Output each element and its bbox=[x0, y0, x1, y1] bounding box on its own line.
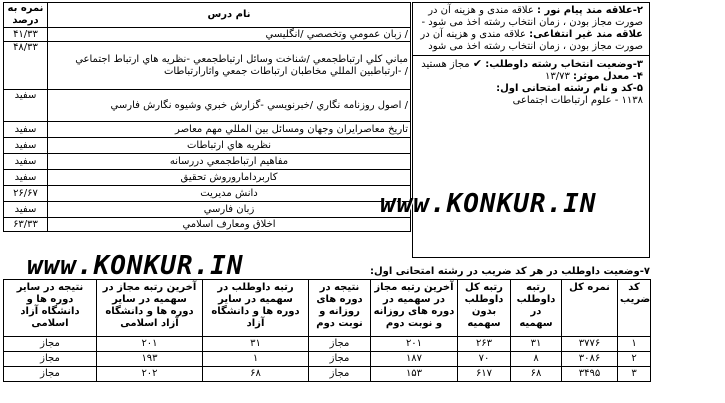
result-other-cell: مجاز bbox=[4, 352, 97, 367]
result-daily-cell: مجاز bbox=[309, 352, 371, 367]
watermark-konkur: www.KONKUR.IN bbox=[27, 251, 244, 281]
quota-rank-cell: ۸ bbox=[511, 352, 562, 367]
overall-rank-header: رتبه كل داوطلب بدون سهمیه bbox=[458, 280, 511, 337]
course-cell: نظريه هاي ارتباطات bbox=[48, 138, 411, 154]
rank-other-cell: ۳۱ bbox=[203, 337, 309, 352]
score-cell: سفيد bbox=[4, 122, 48, 138]
table-row bbox=[4, 28, 411, 42]
last-rank-other-cell: ۱۹۳ bbox=[97, 352, 203, 367]
table-row bbox=[4, 186, 411, 202]
course-cell: اصول روزنامه نگاري /خبرنويسي -گزارش خبري وشيوه نگارش فارسي / bbox=[48, 90, 411, 122]
table-row bbox=[4, 218, 411, 232]
table-row bbox=[4, 352, 651, 367]
section-title: ۷-وضعیت داوطلب در هر كد ضریب در رشته امتحانی اول: bbox=[370, 266, 650, 277]
result-other-cell: مجاز bbox=[4, 337, 97, 352]
table-row bbox=[4, 154, 411, 170]
coefficient-code-header: كد ضریب bbox=[618, 280, 651, 337]
table-row bbox=[4, 90, 411, 122]
courses-table bbox=[3, 2, 411, 232]
info-box bbox=[412, 2, 650, 258]
interest-payamnoor-label: ۲-علاقه مند پیام نور : bbox=[537, 5, 643, 16]
overall-rank-cell: ۷۰ bbox=[458, 352, 511, 367]
table-row bbox=[4, 122, 411, 138]
course-cell: تاريخ معاصرايران وجهان ومسائل بين المللي مهم معاصر bbox=[48, 122, 411, 138]
score-cell: ۴۱/۳۳ bbox=[4, 28, 48, 42]
overall-rank-cell: ۶۱۷ bbox=[458, 367, 511, 382]
score-cell: ۶۳/۳۳ bbox=[4, 218, 48, 232]
table-row bbox=[4, 367, 651, 382]
course-cell: دانش مديريت bbox=[48, 186, 411, 202]
last-rank-other-header: آخرین رتبه مجاز در سهمیه در سایر دوره ها و دانشگاه آزاد اسلامی bbox=[97, 280, 203, 337]
quota-rank-header: رتبه داوطلب در سهمیه bbox=[511, 280, 562, 337]
exam-field-value: ۱۱۳۸ - علوم ارتباطات اجتماعی bbox=[512, 95, 643, 106]
total-score-cell: ۳۷۷۶ bbox=[562, 337, 618, 352]
quota-rank-cell: ۳۱ bbox=[511, 337, 562, 352]
rank-other-cell: ۶۸ bbox=[203, 367, 309, 382]
score-cell: سفيد bbox=[4, 154, 48, 170]
exam-field-label: ۵-كد و نام رشته امتحانی اول: bbox=[496, 83, 643, 94]
score-cell: سفيد bbox=[4, 170, 48, 186]
interest-nonprofit-text: علاقه مندی و هزینه آن در صورت مجاز بودن ، زمان انتخاب رشته اخذ می شود bbox=[420, 29, 643, 52]
table-row bbox=[4, 138, 411, 154]
divider bbox=[413, 55, 649, 56]
courses-header-row bbox=[4, 3, 411, 28]
quota-rank-cell: ۶۸ bbox=[511, 367, 562, 382]
course-cell: مباني كلي ارتباطجمعي /شناخت وسائل ارتباطجمعي -نظريه هاي ارتباط اجتماعي -ارتباطبين المللي مخاطبان ارتباطات جمعي واثارارتباطات / bbox=[48, 42, 411, 90]
watermark-konkur: www.KONKUR.IN bbox=[380, 189, 597, 219]
course-header: نام درس bbox=[48, 3, 411, 28]
coefficient-code-cell: ۱ bbox=[618, 337, 651, 352]
course-cell: زبان عمومي وتخصصي /انگليسي / bbox=[48, 28, 411, 42]
gpa-label: ۴- معدل موثر: bbox=[573, 71, 643, 82]
score-cell: سفيد bbox=[4, 202, 48, 218]
last-rank-daily-cell: ۱۸۷ bbox=[371, 352, 458, 367]
table-row bbox=[4, 42, 411, 90]
score-cell: سفيد bbox=[4, 138, 48, 154]
selection-status-label: ۳-وضعیت انتخاب رشته داوطلب: bbox=[485, 59, 643, 70]
check-icon: ✔ bbox=[472, 57, 483, 70]
result-daily-header: نتیجه در دوره های روزانه و نوبت دوم bbox=[309, 280, 371, 337]
last-rank-daily-header: آخرین رتبه مجاز در سهمیه در دوره های روزانه و نوبت دوم bbox=[371, 280, 458, 337]
table-row bbox=[4, 202, 411, 218]
table-row bbox=[4, 170, 411, 186]
last-rank-daily-cell: ۲۰۱ bbox=[371, 337, 458, 352]
score-cell: سفيد bbox=[4, 90, 48, 122]
course-cell: مفاهيم ارتباطجمعي دررسانه bbox=[48, 154, 411, 170]
total-score-header: نمره كل bbox=[562, 280, 618, 337]
coefficient-code-cell: ۲ bbox=[618, 352, 651, 367]
score-cell: ۴۸/۳۳ bbox=[4, 42, 48, 90]
total-score-cell: ۳۰۸۶ bbox=[562, 352, 618, 367]
total-score-cell: ۳۴۹۵ bbox=[562, 367, 618, 382]
table-row bbox=[4, 337, 651, 352]
score-cell: ۲۶/۶۷ bbox=[4, 186, 48, 202]
rank-other-cell: ۱ bbox=[203, 352, 309, 367]
course-cell: اخلاق ومعارف اسلامي bbox=[48, 218, 411, 232]
result-daily-cell: مجاز bbox=[309, 337, 371, 352]
result-other-cell: مجاز bbox=[4, 367, 97, 382]
last-rank-other-cell: ۲۰۱ bbox=[97, 337, 203, 352]
gpa-value: ۱۳/۷۳ bbox=[545, 71, 570, 82]
result-other-header: نتیجه در سایر دوره ها و دانشگاه آزاد اسلامی bbox=[4, 280, 97, 337]
course-cell: كاربرداماروروش تحقيق bbox=[48, 170, 411, 186]
overall-rank-cell: ۲۶۳ bbox=[458, 337, 511, 352]
score-header: نمره به درصد bbox=[4, 3, 48, 28]
result-daily-cell: مجاز bbox=[309, 367, 371, 382]
results-header-row bbox=[4, 280, 651, 337]
coefficient-code-cell: ۳ bbox=[618, 367, 651, 382]
course-cell: زبان فارسي bbox=[48, 202, 411, 218]
last-rank-other-cell: ۲۰۲ bbox=[97, 367, 203, 382]
last-rank-daily-cell: ۱۵۳ bbox=[371, 367, 458, 382]
rank-other-header: رتبه داوطلب در سهمیه در سایر دوره ها و دانشگاه آزاد bbox=[203, 280, 309, 337]
results-table bbox=[3, 279, 651, 382]
interest-payamnoor-text: علاقه مندی و هزینه آن در صورت مجاز بودن ، زمان انتخاب رشته اخذ می شود - bbox=[421, 5, 643, 28]
interest-nonprofit-label: علاقه مند غیر انتفاعی: bbox=[529, 29, 643, 40]
selection-status-value: مجاز هستید bbox=[421, 59, 470, 70]
